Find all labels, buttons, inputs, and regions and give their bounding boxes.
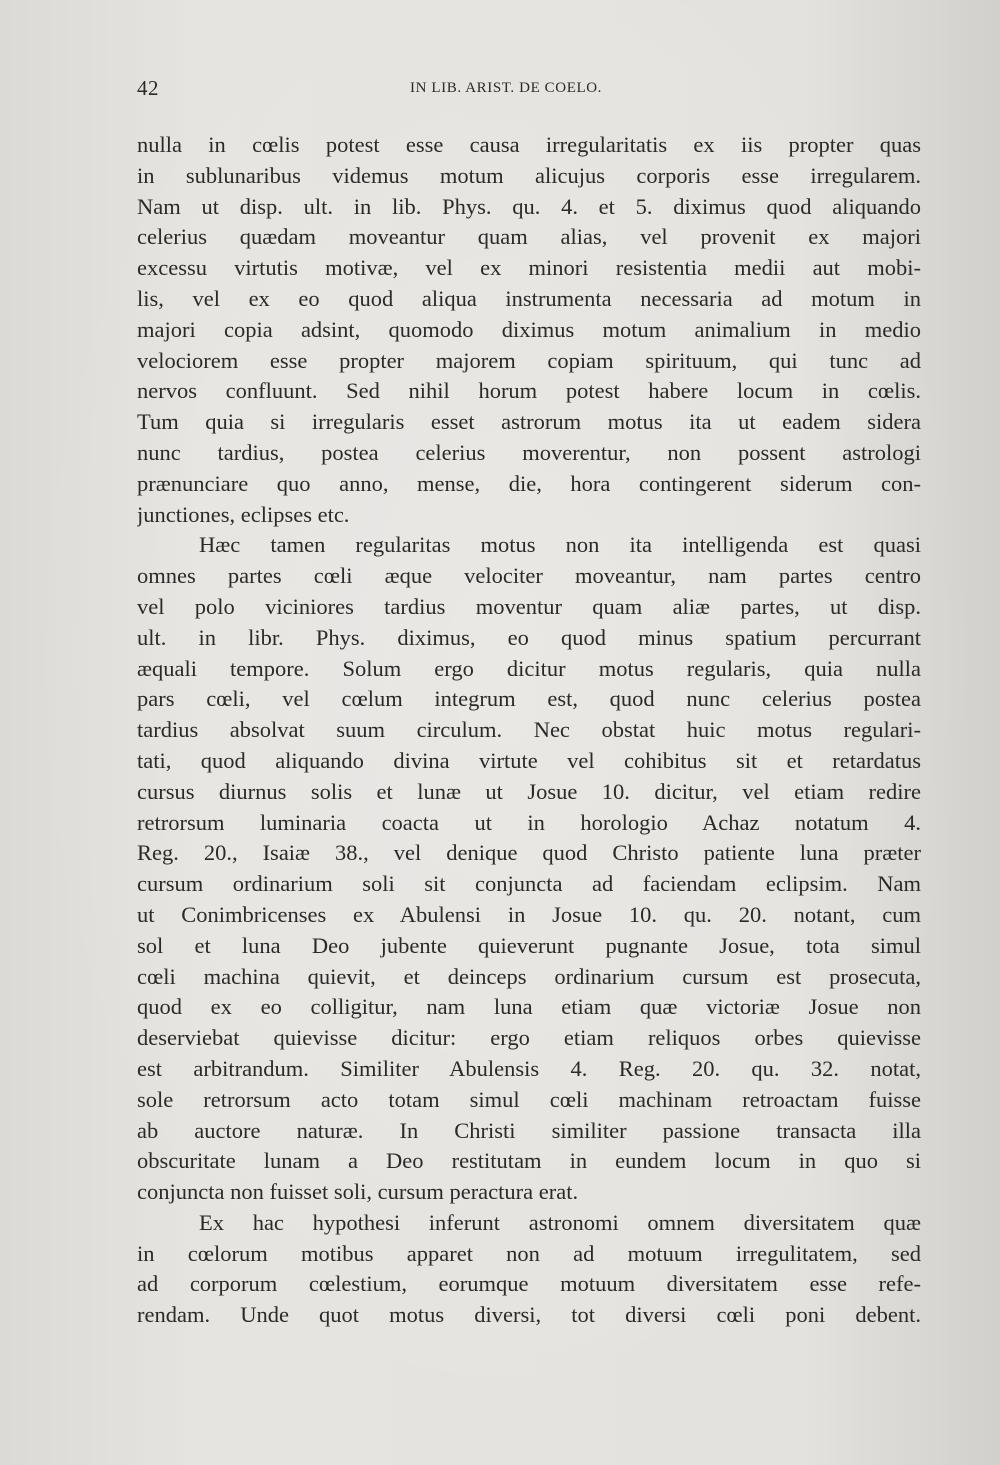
- text-line: lis, vel ex eo quod aliqua instrumenta necessaria ad motum in: [137, 285, 921, 311]
- text-line: ut Conimbricenses ex Abulensi in Josue 10. qu. 20. notant, cum: [137, 901, 921, 927]
- text-line: Tum quia si irregularis esset astrorum motus ita ut eadem sidera: [137, 409, 921, 435]
- text-line: prænunciare quo anno, mense, die, hora contingerent siderum con-: [137, 470, 921, 496]
- running-head: [137, 76, 921, 106]
- text-line: est arbitrandum. Similiter Abulensis 4. Reg. 20. qu. 32. notat,: [137, 1055, 921, 1081]
- text-line: nunc tardius, postea celerius moverentur, non possent astrologi: [137, 439, 921, 465]
- text-line: cœli machina quievit, et deinceps ordinarium cursum est prosecuta,: [137, 963, 921, 989]
- body-text: [137, 130, 921, 1331]
- text-line: retrorsum luminaria coacta ut in horologio Achaz notatum 4.: [137, 809, 921, 835]
- text-line: æquali tempore. Solum ergo dicitur motus regularis, quia nulla: [137, 655, 921, 681]
- text-line: vel polo viciniores tardius moventur quam aliæ partes, ut disp.: [137, 593, 921, 619]
- text-line: majori copia adsint, quomodo diximus motum animalium in medio: [137, 316, 921, 342]
- text-line: pars cœli, vel cœlum integrum est, quod nunc celerius postea: [137, 686, 921, 712]
- text-line: rendam. Unde quot motus diversi, tot diversi cœli poni debent.: [137, 1302, 921, 1328]
- text-line: omnes partes cœli æque velociter moveantur, nam partes centro: [137, 563, 921, 589]
- text-line: excessu virtutis motivæ, vel ex minori resistentia medii aut mobi-: [137, 255, 921, 281]
- text-line: tardius absolvat suum circulum. Nec obstat huic motus regulari-: [137, 717, 921, 743]
- text-line: ad corporum cœlestium, eorumque motuum diversitatem esse refe-: [137, 1271, 921, 1297]
- text-line: nulla in cœlis potest esse causa irregularitatis ex iis propter quas: [137, 132, 921, 157]
- text-line: sol et luna Deo jubente quieverunt pugnante Josue, tota simul: [137, 932, 921, 958]
- text-line: ab auctore naturæ. In Christi similiter passione transacta illa: [137, 1117, 921, 1143]
- text-line: nervos confluunt. Sed nihil horum potest habere locum in cœlis.: [137, 378, 921, 404]
- text-line: quod ex eo colligitur, nam luna etiam quæ victoriæ Josue non: [137, 994, 921, 1020]
- text-line: ult. in libr. Phys. diximus, eo quod minus spatium percurrant: [137, 624, 921, 650]
- text-line: obscuritate lunam a Deo restitutam in eundem locum in quo si: [137, 1148, 921, 1174]
- running-title: IN LIB. ARIST. DE COELO.: [410, 80, 603, 96]
- text-line: cursum ordinarium soli sit conjuncta ad faciendam eclipsim. Nam: [137, 871, 921, 897]
- text-line: in sublunaribus videmus motum alicujus corporis esse irregularem.: [137, 162, 921, 188]
- text-line: deserviebat quievisse dicitur: ergo etiam reliquos orbes quievisse: [137, 1025, 921, 1051]
- text-line: Nam ut disp. ult. in lib. Phys. qu. 4. et 5. diximus quod aliquando: [137, 193, 921, 219]
- paragraph-first-line: Ex hac hypothesi inferunt astronomi omnem diversitatem quæ: [199, 1209, 921, 1235]
- page-number: 42: [137, 76, 159, 100]
- text-line: tati, quod aliquando divina virtute vel cohibitus sit et retardatus: [137, 747, 921, 773]
- text-line: in cœlorum motibus apparet non ad motuum irregulitatem, sed: [137, 1240, 921, 1266]
- text-line: conjuncta non fuisset soli, cursum peractura erat.: [137, 1179, 579, 1205]
- text-line: velociorem esse propter majorem copiam spirituum, qui tunc ad: [137, 347, 921, 373]
- paragraph-first-line: Hæc tamen regularitas motus non ita intelligenda est quasi: [199, 532, 921, 558]
- text-line: cursus diurnus solis et lunæ ut Josue 10. dicitur, vel etiam redire: [137, 778, 921, 804]
- text-line: sole retrorsum acto totam simul cœli machinam retroactam fuisse: [137, 1086, 921, 1112]
- text-line: junctiones, eclipses etc.: [137, 501, 350, 527]
- text-line: Reg. 20., Isaiæ 38., vel denique quod Christo patiente luna præter: [137, 840, 921, 866]
- text-line: celerius quædam moveantur quam alias, vel provenit ex majori: [137, 224, 921, 250]
